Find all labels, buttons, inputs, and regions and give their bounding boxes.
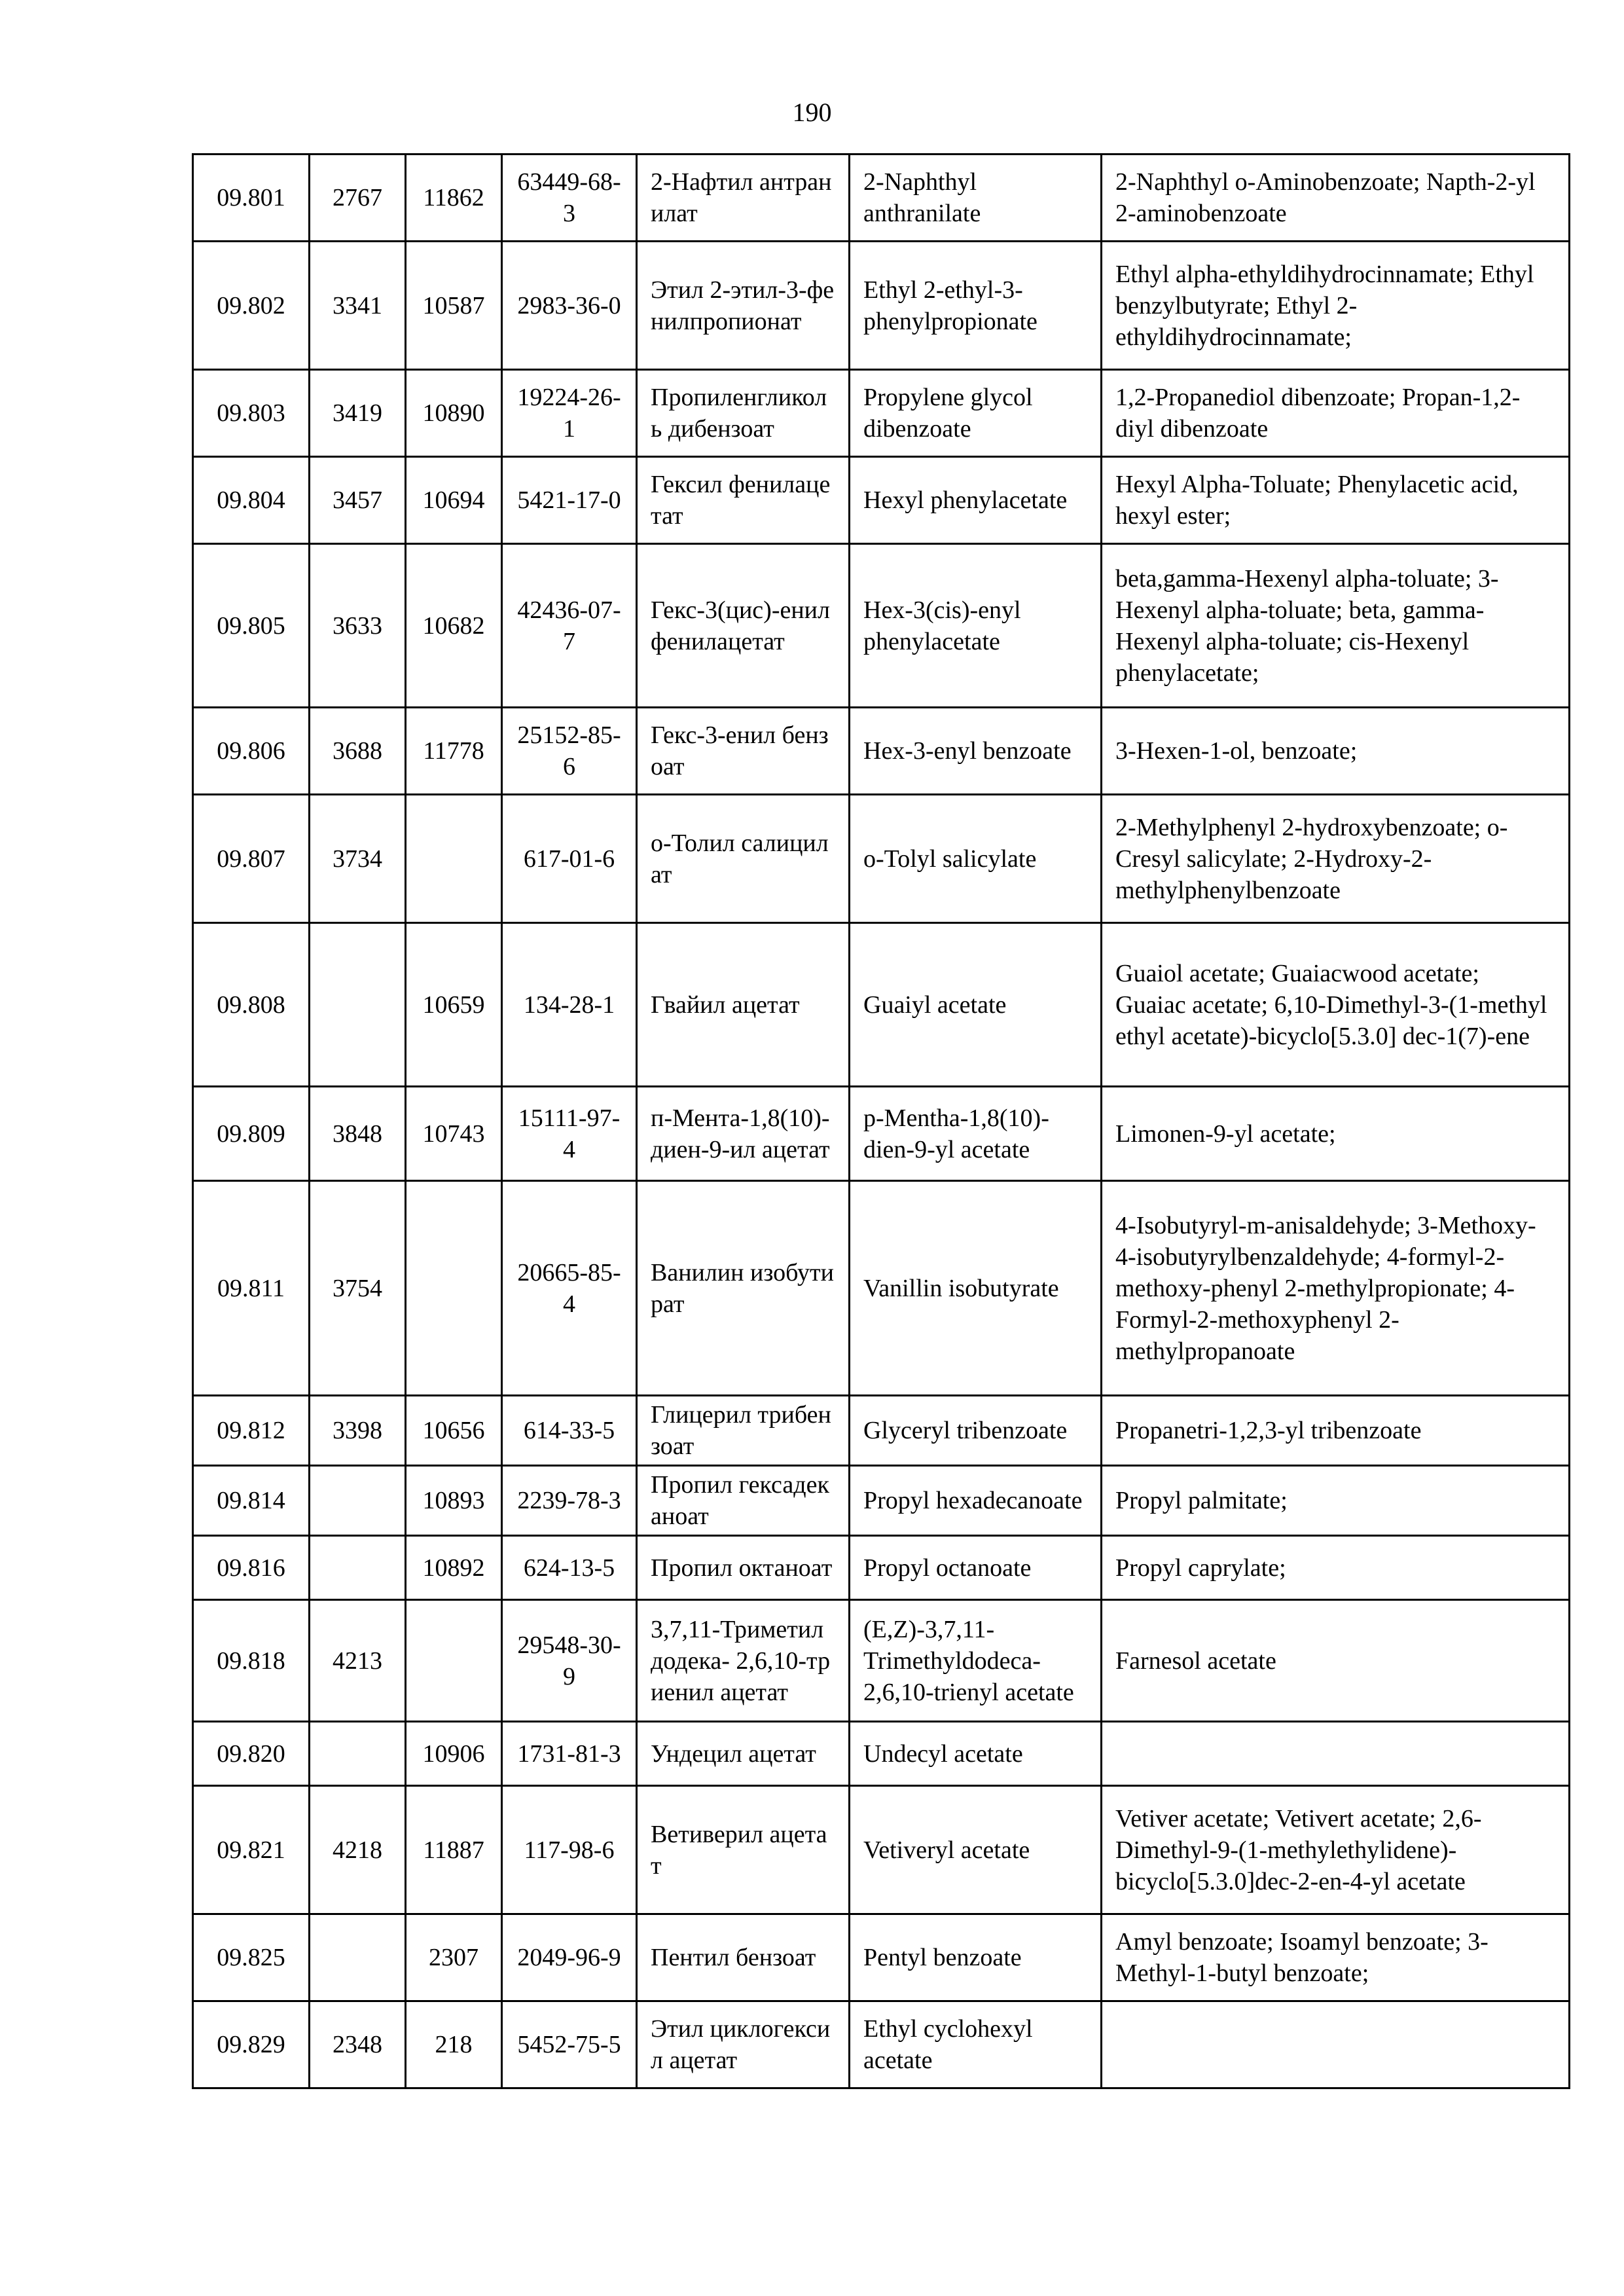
- flavouring-substances-table: [192, 153, 1570, 2089]
- synonyms-cell: Hexyl Alpha-Toluate; Phenylacetic acid, hexyl ester;: [1102, 457, 1570, 544]
- cas-number-cell: 117-98-6: [502, 1786, 637, 1914]
- fl-number-cell: 09.808: [193, 923, 310, 1087]
- russian-name-cell: п-Мента-1,8(10)-диен-9-ил ацетат: [637, 1087, 850, 1181]
- russian-name-cell: Этил 2-этил-3-фенилпропионат: [637, 242, 850, 370]
- synonyms-cell: [1102, 2001, 1570, 2088]
- synonyms-cell: [1102, 1722, 1570, 1786]
- english-name-cell: (E,Z)-3,7,11-Trimethyldodeca-2,6,10-trienyl acetate: [850, 1600, 1102, 1722]
- russian-name-cell: 2-Нафтил антранилат: [637, 155, 850, 242]
- synonyms-cell: Propanetri-1,2,3-yl tribenzoate: [1102, 1396, 1570, 1466]
- fl-number-cell: 09.804: [193, 457, 310, 544]
- cas-number-cell: 1731-81-3: [502, 1722, 637, 1786]
- jecfa-number-cell: 3734: [310, 795, 406, 923]
- english-name-cell: Vetiveryl acetate: [850, 1786, 1102, 1914]
- russian-name-cell: Пропиленгликоль дибензоат: [637, 370, 850, 457]
- fl-number-cell: 09.801: [193, 155, 310, 242]
- coe-number-cell: 10659: [406, 923, 502, 1087]
- cas-number-cell: 29548-30-9: [502, 1600, 637, 1722]
- english-name-cell: Undecyl acetate: [850, 1722, 1102, 1786]
- coe-number-cell: 2307: [406, 1914, 502, 2001]
- fl-number-cell: 09.803: [193, 370, 310, 457]
- english-name-cell: Propyl octanoate: [850, 1536, 1102, 1600]
- table-row: [193, 155, 1570, 242]
- english-name-cell: Pentyl benzoate: [850, 1914, 1102, 2001]
- cas-number-cell: 5421-17-0: [502, 457, 637, 544]
- table-row: [193, 1466, 1570, 1536]
- fl-number-cell: 09.825: [193, 1914, 310, 2001]
- english-name-cell: Ethyl cyclohexyl acetate: [850, 2001, 1102, 2088]
- coe-number-cell: [406, 795, 502, 923]
- cas-number-cell: 134-28-1: [502, 923, 637, 1087]
- table-row: [193, 1087, 1570, 1181]
- page-number: 190: [792, 98, 832, 127]
- russian-name-cell: Пропил гексадеканоат: [637, 1466, 850, 1536]
- jecfa-number-cell: 3457: [310, 457, 406, 544]
- russian-name-cell: Гекс-3-енил бензоат: [637, 708, 850, 795]
- cas-number-cell: 25152-85-6: [502, 708, 637, 795]
- russian-name-cell: Пропил октаноат: [637, 1536, 850, 1600]
- fl-number-cell: 09.812: [193, 1396, 310, 1466]
- table-row: [193, 1536, 1570, 1600]
- english-name-cell: Glyceryl tribenzoate: [850, 1396, 1102, 1466]
- table-row: [193, 923, 1570, 1087]
- synonyms-cell: Ethyl alpha-ethyldihydrocinnamate; Ethyl benzylbutyrate; Ethyl 2-ethyldihydrocinnamate;: [1102, 242, 1570, 370]
- coe-number-cell: [406, 1600, 502, 1722]
- jecfa-number-cell: 3341: [310, 242, 406, 370]
- english-name-cell: Hexyl phenylacetate: [850, 457, 1102, 544]
- coe-number-cell: 10682: [406, 544, 502, 708]
- jecfa-number-cell: 3419: [310, 370, 406, 457]
- synonyms-cell: Vetiver acetate; Vetivert acetate; 2,6-Dimethyl-9-(1-methylethylidene)-bicyclo[5.3.0]dec-2-en-4-yl acetate: [1102, 1786, 1570, 1914]
- cas-number-cell: 2983-36-0: [502, 242, 637, 370]
- coe-number-cell: 10892: [406, 1536, 502, 1600]
- jecfa-number-cell: 3633: [310, 544, 406, 708]
- jecfa-number-cell: [310, 1466, 406, 1536]
- synonyms-cell: 2-Methylphenyl 2-hydroxybenzoate; o-Cresyl salicylate; 2-Hydroxy-2-methylphenylbenzoate: [1102, 795, 1570, 923]
- fl-number-cell: 09.829: [193, 2001, 310, 2088]
- jecfa-number-cell: 3848: [310, 1087, 406, 1181]
- table-row: [193, 2001, 1570, 2088]
- russian-name-cell: Гекс-3(цис)-енил фенилацетат: [637, 544, 850, 708]
- russian-name-cell: Ундецил ацетат: [637, 1722, 850, 1786]
- russian-name-cell: Гвайил ацетат: [637, 923, 850, 1087]
- fl-number-cell: 09.820: [193, 1722, 310, 1786]
- cas-number-cell: 614-33-5: [502, 1396, 637, 1466]
- table-row: [193, 1722, 1570, 1786]
- jecfa-number-cell: 2767: [310, 155, 406, 242]
- table-row: [193, 544, 1570, 708]
- russian-name-cell: 3,7,11-Триметилдодека- 2,6,10-триенил ацетат: [637, 1600, 850, 1722]
- cas-number-cell: 63449-68-3: [502, 155, 637, 242]
- coe-number-cell: 10906: [406, 1722, 502, 1786]
- english-name-cell: Hex-3-enyl benzoate: [850, 708, 1102, 795]
- russian-name-cell: Пентил бензоат: [637, 1914, 850, 2001]
- coe-number-cell: 10694: [406, 457, 502, 544]
- synonyms-cell: 2-Naphthyl o-Aminobenzoate; Napth-2-yl 2-aminobenzoate: [1102, 155, 1570, 242]
- english-name-cell: p-Mentha-1,8(10)-dien-9-yl acetate: [850, 1087, 1102, 1181]
- russian-name-cell: Ветиверил ацетат: [637, 1786, 850, 1914]
- jecfa-number-cell: [310, 923, 406, 1087]
- jecfa-number-cell: 3754: [310, 1181, 406, 1396]
- english-name-cell: Vanillin isobutyrate: [850, 1181, 1102, 1396]
- coe-number-cell: 218: [406, 2001, 502, 2088]
- jecfa-number-cell: [310, 1722, 406, 1786]
- english-name-cell: Guaiyl acetate: [850, 923, 1102, 1087]
- table-row: [193, 242, 1570, 370]
- cas-number-cell: 2239-78-3: [502, 1466, 637, 1536]
- table-row: [193, 708, 1570, 795]
- table-row: [193, 1914, 1570, 2001]
- jecfa-number-cell: 2348: [310, 2001, 406, 2088]
- jecfa-number-cell: 3398: [310, 1396, 406, 1466]
- coe-number-cell: 10893: [406, 1466, 502, 1536]
- english-name-cell: Ethyl 2-ethyl-3-phenylpropionate: [850, 242, 1102, 370]
- synonyms-cell: Farnesol acetate: [1102, 1600, 1570, 1722]
- fl-number-cell: 09.818: [193, 1600, 310, 1722]
- table-row: [193, 1786, 1570, 1914]
- coe-number-cell: 10743: [406, 1087, 502, 1181]
- coe-number-cell: 10890: [406, 370, 502, 457]
- table-body: [193, 155, 1570, 2088]
- synonyms-cell: Amyl benzoate; Isoamyl benzoate; 3-Methyl-1-butyl benzoate;: [1102, 1914, 1570, 2001]
- russian-name-cell: о-Толил салицилат: [637, 795, 850, 923]
- cas-number-cell: 20665-85-4: [502, 1181, 637, 1396]
- cas-number-cell: 15111-97-4: [502, 1087, 637, 1181]
- table-row: [193, 1181, 1570, 1396]
- table-row: [193, 1600, 1570, 1722]
- fl-number-cell: 09.811: [193, 1181, 310, 1396]
- coe-number-cell: 11887: [406, 1786, 502, 1914]
- synonyms-cell: Limonen-9-yl acetate;: [1102, 1087, 1570, 1181]
- fl-number-cell: 09.816: [193, 1536, 310, 1600]
- english-name-cell: Propyl hexadecanoate: [850, 1466, 1102, 1536]
- synonyms-cell: 3-Hexen-1-ol, benzoate;: [1102, 708, 1570, 795]
- fl-number-cell: 09.806: [193, 708, 310, 795]
- russian-name-cell: Этил циклогексил ацетат: [637, 2001, 850, 2088]
- table-row: [193, 795, 1570, 923]
- synonyms-cell: Propyl palmitate;: [1102, 1466, 1570, 1536]
- russian-name-cell: Гексил фенилацетат: [637, 457, 850, 544]
- fl-number-cell: 09.809: [193, 1087, 310, 1181]
- english-name-cell: 2-Naphthyl anthranilate: [850, 155, 1102, 242]
- table-row: [193, 457, 1570, 544]
- coe-number-cell: 10656: [406, 1396, 502, 1466]
- synonyms-cell: 1,2-Propanediol dibenzoate; Propan-1,2-diyl dibenzoate: [1102, 370, 1570, 457]
- english-name-cell: Propylene glycol dibenzoate: [850, 370, 1102, 457]
- jecfa-number-cell: 3688: [310, 708, 406, 795]
- fl-number-cell: 09.821: [193, 1786, 310, 1914]
- jecfa-number-cell: [310, 1536, 406, 1600]
- table-row: [193, 370, 1570, 457]
- table-row: [193, 1396, 1570, 1466]
- cas-number-cell: 19224-26-1: [502, 370, 637, 457]
- fl-number-cell: 09.802: [193, 242, 310, 370]
- coe-number-cell: 11862: [406, 155, 502, 242]
- russian-name-cell: Глицерил трибензоат: [637, 1396, 850, 1466]
- cas-number-cell: 42436-07-7: [502, 544, 637, 708]
- synonyms-cell: Propyl caprylate;: [1102, 1536, 1570, 1600]
- english-name-cell: o-Tolyl salicylate: [850, 795, 1102, 923]
- cas-number-cell: 2049-96-9: [502, 1914, 637, 2001]
- synonyms-cell: beta,gamma-Hexenyl alpha-toluate; 3-Hexenyl alpha-toluate; beta, gamma-Hexenyl alpha-toluate; cis-Hexenyl phenylacetate;: [1102, 544, 1570, 708]
- jecfa-number-cell: 4213: [310, 1600, 406, 1722]
- cas-number-cell: 624-13-5: [502, 1536, 637, 1600]
- coe-number-cell: 10587: [406, 242, 502, 370]
- synonyms-cell: Guaiol acetate; Guaiacwood acetate; Guaiac acetate; 6,10-Dimethyl-3-(1-methyl ethyl acetate)-bicyclo[5.3.0] dec-1(7)-ene: [1102, 923, 1570, 1087]
- english-name-cell: Hex-3(cis)-enyl phenylacetate: [850, 544, 1102, 708]
- fl-number-cell: 09.805: [193, 544, 310, 708]
- synonyms-cell: 4-Isobutyryl-m-anisaldehyde; 3-Methoxy-4-isobutyrylbenzaldehyde; 4-formyl-2-methoxy-phenyl 2-methylpropionate; 4-Formyl-2-methoxyphenyl 2-methylpropanoate: [1102, 1181, 1570, 1396]
- coe-number-cell: 11778: [406, 708, 502, 795]
- cas-number-cell: 5452-75-5: [502, 2001, 637, 2088]
- russian-name-cell: Ванилин изобутират: [637, 1181, 850, 1396]
- fl-number-cell: 09.814: [193, 1466, 310, 1536]
- jecfa-number-cell: 4218: [310, 1786, 406, 1914]
- fl-number-cell: 09.807: [193, 795, 310, 923]
- jecfa-number-cell: [310, 1914, 406, 2001]
- coe-number-cell: [406, 1181, 502, 1396]
- cas-number-cell: 617-01-6: [502, 795, 637, 923]
